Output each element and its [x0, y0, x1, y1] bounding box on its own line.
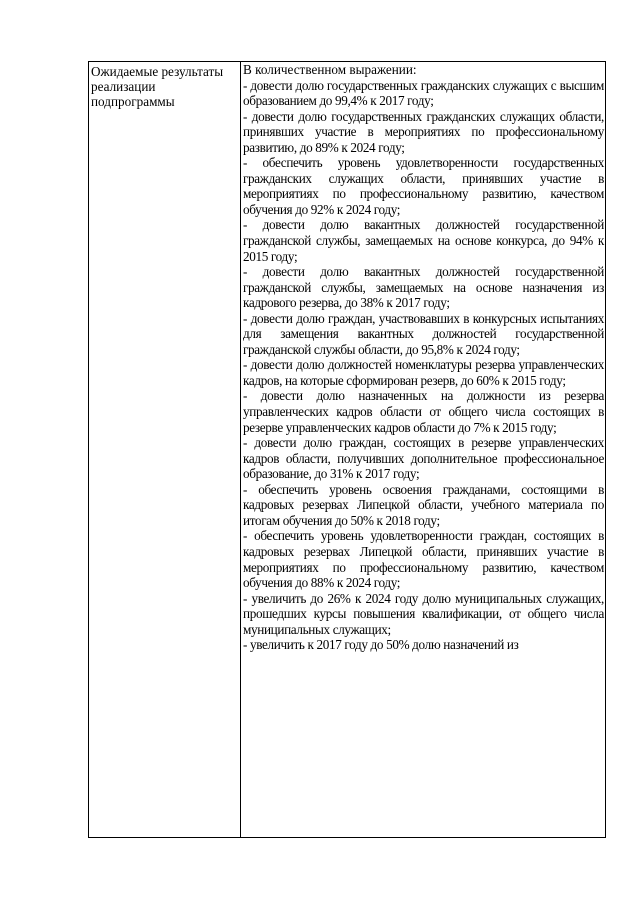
result-item: - довести долю граждан, состоящих в резерве управленческих кадров области, получивших дополнительное профессиональное образование, до 31% к 2017 году;	[243, 435, 604, 482]
results-table	[88, 61, 606, 838]
results-content	[241, 62, 605, 837]
result-item: - довести долю назначенных на должности из резерва управленческих кадров области от общего числа состоящих в резерве управленческих кадров области до 7% к 2015 году;	[243, 388, 604, 435]
result-item: - довести долю вакантных должностей государственной гражданской службы, замещаемых на основе конкурса, до 94% к 2015 году;	[243, 217, 604, 264]
result-item: - довести долю государственных гражданских служащих области, принявших участие в мероприятиях по профессиональному развитию, до 89% к 2024 году;	[243, 108, 604, 155]
result-item: - довести долю государственных гражданских служащих с высшим образованием до 99,4% к 2017 году;	[243, 77, 604, 109]
result-item: - увеличить к 2017 году до 50% долю назначений из	[243, 637, 519, 653]
result-item: - увеличить до 26% к 2024 году долю муниципальных служащих, прошедших курсы повышения квалификации, от общего числа муниципальных служащих;	[243, 590, 604, 637]
result-item: - обеспечить уровень освоения гражданами, состоящими в кадровых резервах Липецкой области, учебного материала по итогам обучения до 50% к 2018 году;	[243, 481, 604, 528]
result-item: - обеспечить уровень удовлетворенности государственных гражданских служащих области, принявших участие в мероприятиях по профессиональному развитию, качеством обучения до 92% к 2024 году;	[243, 155, 604, 217]
result-item: - обеспечить уровень удовлетворенности граждан, состоящих в кадровых резервах Липецкой области, принявших участие в мероприятиях по профессиональному развитию, качеством обучения до 88% к 2024 году;	[243, 528, 604, 591]
result-item: - довести долю должностей номенклатуры резерва управленческих кадров, на которые сформирован резерв, до 60% к 2015 году;	[243, 357, 604, 388]
row-label: Ожидаемые результаты реализации подпрограммы	[89, 62, 241, 837]
result-item: - довести долю граждан, участвовавших в конкурсных испытаниях для замещения вакантных должностей государственной гражданской службы области, до 95,8% к 2024 году;	[243, 310, 604, 357]
results-intro: В количественном выражении:	[243, 62, 417, 77]
result-item: - довести долю вакантных должностей государственной гражданской службы, замещаемых на основе назначения из кадрового резерва, до 38% к 2017 году;	[243, 264, 604, 311]
